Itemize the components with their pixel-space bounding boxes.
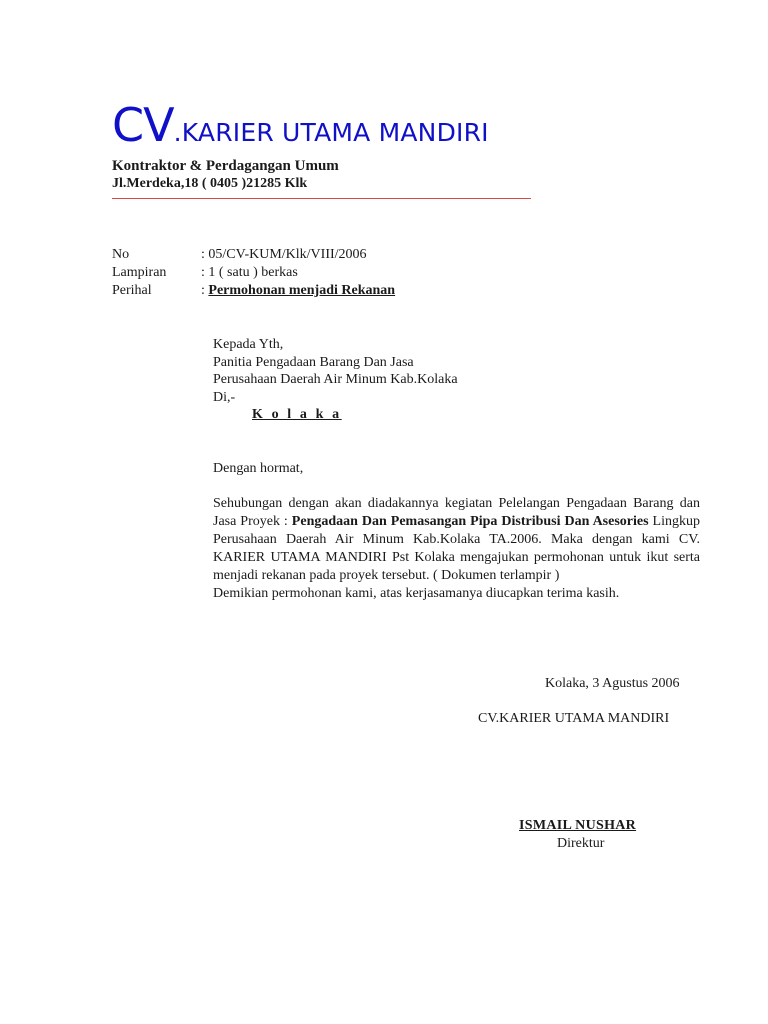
addressee-block [213, 336, 458, 424]
company-cv: CV [112, 98, 174, 152]
meta-row-lampiran [112, 264, 395, 282]
addressee-line2: Panitia Pengadaan Barang Dan Jasa [213, 354, 414, 370]
meta-row-perihal [112, 282, 395, 300]
company-address: Jl.Merdeka,18 ( 0405 )21285 Klk [112, 176, 308, 191]
letterhead-divider [112, 198, 531, 199]
signer-title: Direktur [557, 836, 605, 851]
body-p1-project: Pengadaan Dan Pemasangan Pipa Distribusi Dan Asesories [291, 514, 649, 529]
company-tagline: Kontraktor & Perdagangan Umum [112, 158, 339, 174]
body-paragraph-1 [213, 495, 700, 585]
body-p1-start: Sehubungan dengan akan diadakannya kegiatan Pelelangan Pengadaan Barang dan Jasa Proyek : [213, 496, 700, 529]
addressee-line1: Kepada Yth, [213, 337, 284, 352]
meta-label-no: No [112, 247, 130, 262]
meta-sep-lampiran: : [201, 265, 209, 280]
body-paragraph-2: Demikian permohonan kami, atas kerjasamanya diucapkan terima kasih. [213, 586, 620, 601]
meta-value-perihal: Permohonan menjadi Rekanan [208, 283, 396, 298]
meta-label-lampiran: Lampiran [112, 265, 167, 280]
letter-body [213, 495, 700, 603]
addressee-line4: Di,- [213, 389, 236, 405]
meta-sep-no: : [201, 247, 209, 262]
meta-row-no [112, 246, 395, 264]
signature-company: CV.KARIER UTAMA MANDIRI [478, 711, 670, 726]
company-name: .KARIER UTAMA MANDIRI [173, 118, 489, 147]
company-logo-text [112, 98, 532, 152]
greeting: Dengan hormat, [213, 461, 304, 476]
meta-label-perihal: Perihal [112, 283, 152, 298]
letter-meta [112, 246, 395, 300]
meta-value-lampiran-wrap [201, 264, 298, 282]
addressee-line3: Perusahaan Daerah Air Minum Kab.Kolaka [213, 372, 458, 387]
body-p1-end: Lingkup Perusahaan Daerah Air Minum Kab.Kolaka TA.2006. Maka dengan kami CV. KARIER UTAMA MANDIRI Pst Kolaka mengajukan permohonan untuk ikut serta menjadi rekanan pada proyek tersebut. ( Dokumen terlampir ) [213, 514, 700, 583]
signer-name: ISMAIL NUSHAR [519, 818, 637, 833]
meta-sep-perihal: : [201, 283, 209, 298]
meta-value-no: 05/CV-KUM/Klk/VIII/2006 [208, 247, 367, 262]
addressee-city: K o l a k a [252, 407, 342, 422]
meta-value-lampiran: 1 ( satu ) berkas [208, 265, 298, 280]
letterhead [112, 98, 532, 193]
letter-date: Kolaka, 3 Agustus 2006 [545, 676, 680, 691]
meta-value-no-wrap [201, 246, 367, 264]
meta-value-perihal-wrap [201, 282, 395, 300]
